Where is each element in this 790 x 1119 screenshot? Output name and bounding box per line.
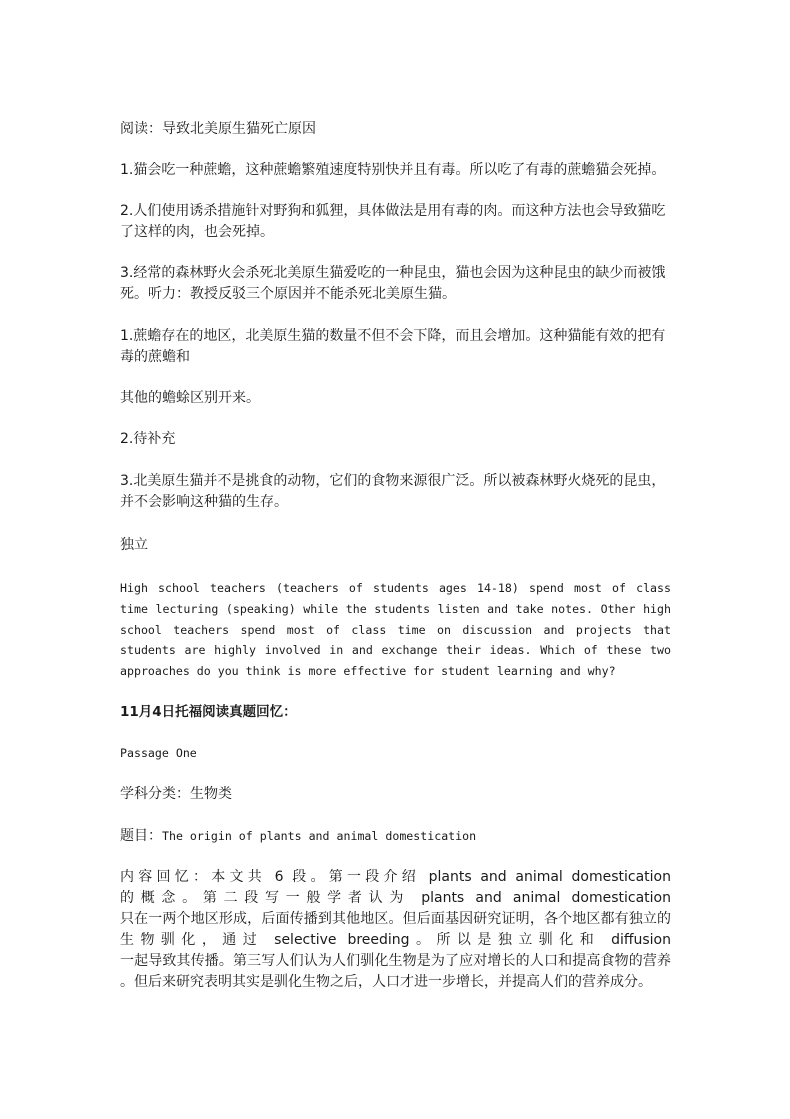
independent-prompt-line: approaches do you think is more effective for student learning and why? — [120, 664, 616, 679]
content-recall-line: 一起导致其传播。第三写人们认为人们驯化生物是为了应对增长的人口和提高食物的营养 — [120, 953, 671, 969]
listening-point-1 — [120, 326, 671, 368]
listening-point-2: 2.待补充 — [120, 431, 176, 447]
listening-point-1-line-2: 毒的蔗蟾和 — [120, 349, 190, 365]
reading-point-3-line-1: 3.经常的森林野火会杀死北美原生猫爱吃的一种昆虫，猫也会因为这种昆虫的缺少而被饿 — [120, 265, 666, 281]
content-recall-line: 只在一两个地区形成，后面传播到其他地区。但后面基因研究证明，各个地区都有独立的 — [120, 911, 671, 927]
reading-point-1: 1.猫会吃一种蔗蟾，这种蔗蟾繁殖速度特别快并且有毒。所以吃了有毒的蔗蟾猫会死掉。 — [120, 162, 666, 178]
reading-title: 阅读：导致北美原生猫死亡原因 — [120, 121, 316, 137]
independent-prompt-line: time lecturing (speaking) while the students listen and take notes. Other high — [120, 601, 671, 616]
passage-label: Passage One — [120, 746, 197, 760]
content-recall — [120, 867, 671, 993]
content-recall-line: 的概念。第二段写一般学者认为 plants and animal domestication — [120, 890, 671, 906]
listening-point-3-line-2: 并不会影响这种猫的生存。 — [120, 494, 288, 510]
independent-prompt — [120, 578, 671, 682]
content-recall-line: 。但后来研究表明其实是驯化生物之后，人口才进一步增长，并提高人们的营养成分。 — [120, 974, 652, 990]
topic — [120, 826, 671, 847]
toefl-recall-heading: 11月4日托福阅读真题回忆： — [120, 704, 297, 720]
reading-point-2 — [120, 201, 671, 243]
independent-prompt-line: High school teachers (teachers of students ages 14-18) spend most of class — [120, 581, 671, 595]
subject-category: 学科分类：生物类 — [120, 786, 232, 802]
content-recall-line: 内容回忆：本文共 6 段。第一段介绍 plants and animal domestication — [120, 869, 671, 885]
independent-prompt-line: students are highly involved in and exchange their ideas. Which of these two — [120, 643, 671, 658]
topic-label: 题目： — [120, 828, 162, 844]
topic-value: The origin of plants and animal domestication — [162, 829, 477, 843]
reading-point-2-line-2: 了这样的肉，也会死掉。 — [120, 224, 274, 240]
listening-point-1-line-1: 1.蔗蟾存在的地区，北美原生猫的数量不但不会下降，而且会增加。这种猫能有效的把有 — [120, 328, 666, 344]
listening-point-1-continued: 其他的蟾蜍区别开来。 — [120, 390, 260, 406]
reading-point-3-line-2: 死。听力：教授反驳三个原因并不能杀死北美原生猫。 — [120, 286, 456, 302]
content-recall-line: 生物驯化，通过 selective breeding。所以是独立驯化和 diffusion — [120, 932, 671, 948]
listening-point-3-line-1: 3.北美原生猫并不是挑食的动物，它们的食物来源很广泛。所以被森林野火烧死的昆虫， — [120, 473, 666, 489]
reading-point-2-line-1: 2.人们使用诱杀措施针对野狗和狐狸，具体做法是用有毒的肉。而这种方法也会导致猫吃 — [120, 203, 666, 219]
reading-point-3 — [120, 263, 671, 305]
independent-prompt-line: school teachers spend most of class time on discussion and projects that — [120, 622, 671, 637]
independent-heading: 独立 — [120, 537, 148, 553]
listening-point-3 — [120, 471, 671, 513]
